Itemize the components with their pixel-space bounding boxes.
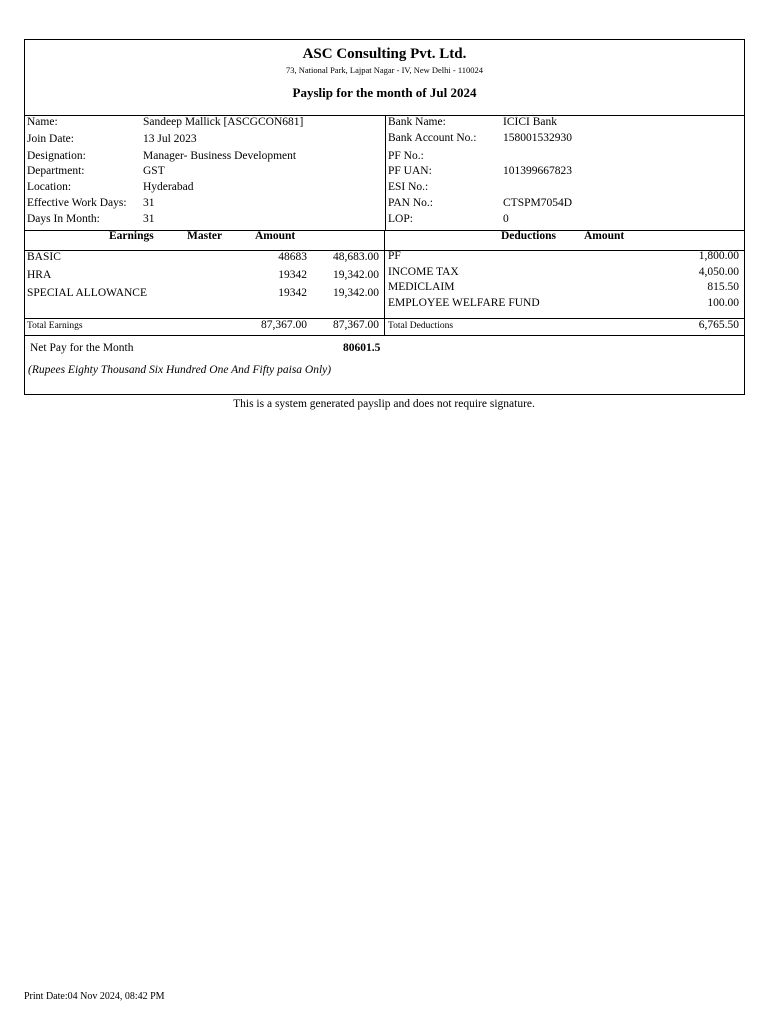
net-pay-value: 80601.5 — [343, 342, 381, 354]
pan-no-value: CTSPM7054D — [503, 197, 573, 209]
employee-name-label: Name: — [27, 116, 58, 128]
days-in-month-label: Days In Month: — [27, 213, 100, 225]
bank-name-label: Bank Name: — [388, 116, 446, 128]
net-pay-label: Net Pay for the Month — [30, 342, 134, 354]
deduction-amount: 4,050.00 — [698, 266, 739, 278]
days-in-month-value: 31 — [143, 213, 155, 225]
earning-name: SPECIAL ALLOWANCE — [27, 287, 148, 299]
totals-top-divider — [25, 318, 744, 319]
department-label: Department: — [27, 165, 85, 177]
employee-name-value: Sandeep Mallick [ASCGCON681] — [143, 116, 304, 128]
info-column-divider — [385, 115, 386, 230]
deductions-header: Deductions — [501, 230, 556, 242]
total-earnings-label: Total Earnings — [27, 321, 83, 331]
earning-name: BASIC — [27, 251, 61, 263]
work-days-value: 31 — [143, 197, 155, 209]
pf-no-label: PF No.: — [388, 150, 424, 162]
esi-no-label: ESI No.: — [388, 181, 429, 193]
designation-value: Manager- Business Development — [143, 150, 297, 162]
bank-account-label: Bank Account No.: — [388, 132, 477, 144]
lop-label: LOP: — [388, 213, 413, 225]
master-header: Master — [187, 230, 223, 242]
pf-uan-value: 101399667823 — [503, 165, 572, 177]
earning-master: 19342 — [278, 287, 307, 299]
earning-amount: 19,342.00 — [333, 287, 379, 299]
department-value: GST — [143, 165, 165, 177]
earnings-deductions-divider — [384, 230, 385, 335]
pf-uan-label: PF UAN: — [388, 165, 432, 177]
location-label: Location: — [27, 181, 72, 193]
system-generated-note: This is a system generated payslip and does not require signature. — [233, 398, 535, 410]
earnings-amount-header: Amount — [255, 230, 296, 242]
deduction-name: MEDICLAIM — [388, 281, 455, 293]
payslip-title: Payslip for the month of Jul 2024 — [292, 85, 477, 100]
total-earnings-master: 87,367.00 — [261, 319, 307, 331]
earnings-header: Earnings — [109, 230, 154, 242]
earning-amount: 19,342.00 — [333, 269, 379, 281]
join-date-value: 13 Jul 2023 — [143, 133, 197, 145]
total-deductions-amount: 6,765.50 — [698, 319, 739, 331]
lop-value: 0 — [503, 213, 509, 225]
deduction-name: PF — [388, 250, 401, 262]
earning-master: 48683 — [278, 251, 307, 263]
total-deductions-label: Total Deductions — [388, 321, 454, 331]
earning-master: 19342 — [278, 269, 307, 281]
deduction-amount: 1,800.00 — [698, 250, 739, 262]
company-address: 73, National Park, Lajpat Nagar - IV, New Delhi - 110024 — [285, 65, 484, 75]
location-value: Hyderabad — [143, 181, 194, 193]
earning-amount: 48,683.00 — [333, 251, 379, 263]
total-earnings-amount: 87,367.00 — [333, 319, 379, 331]
join-date-label: Join Date: — [27, 133, 74, 145]
payslip-container — [24, 39, 745, 395]
deduction-name: EMPLOYEE WELFARE FUND — [388, 297, 540, 309]
work-days-label: Effective Work Days: — [27, 197, 127, 209]
deduction-amount: 100.00 — [707, 297, 739, 309]
designation-label: Designation: — [27, 150, 86, 162]
deductions-amount-header: Amount — [584, 230, 625, 242]
deduction-name: INCOME TAX — [388, 266, 459, 278]
company-name: ASC Consulting Pvt. Ltd. — [302, 46, 467, 62]
print-date: Print Date:04 Nov 2024, 08:42 PM — [24, 991, 165, 1002]
net-pay-in-words: (Rupees Eighty Thousand Six Hundred One And Fifty paisa Only) — [28, 364, 332, 376]
pan-no-label: PAN No.: — [388, 197, 433, 209]
bank-name-value: ICICI Bank — [503, 116, 557, 128]
totals-bottom-divider — [25, 335, 744, 336]
earning-name: HRA — [27, 269, 52, 281]
bank-account-value: 158001532930 — [503, 132, 572, 144]
deduction-amount: 815.50 — [707, 281, 739, 293]
